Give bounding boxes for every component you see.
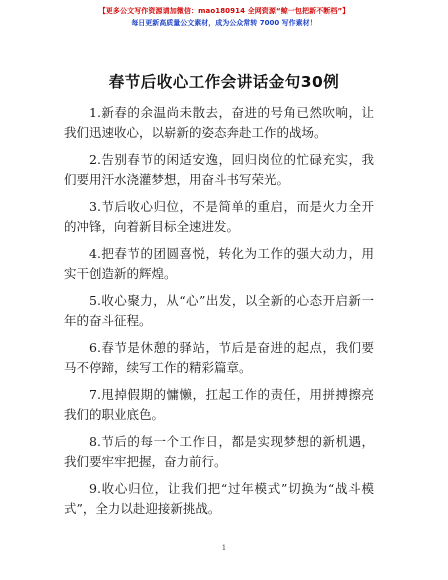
paragraph-8: 8.节后的每一个工作日，都是实现梦想的新机遇，我们要牢牢把握，奋力前行。 — [64, 434, 374, 469]
paragraph-4: 4.把春节的团圆喜悦，转化为工作的强大动力，用实干创造新的辉煌。 — [64, 246, 374, 281]
paragraph-3: 3.节后收心归位，不是简单的重启，而是火力全开的冲锋，向着新目标全速进发。 — [64, 199, 374, 234]
document-title: 春节后收心工作会讲话金句30例 — [108, 73, 340, 91]
paragraph-6: 6.春节是休憩的驿站，节后是奋进的起点，我们要马不停蹄，续写工作的精彩篇章。 — [64, 340, 374, 375]
paragraph-1: 1.新春的余温尚未散去，奋进的号角已然吹响，让我们迅速收心，以崭新的姿态奔赴工作的战场。 — [64, 105, 374, 140]
promo-banner — [0, 6, 448, 28]
paragraph-9: 9.收心归位，让我们把“过年模式”切换为“战斗模式”，全力以赴迎接新挑战。 — [64, 481, 374, 516]
document-body — [64, 103, 374, 526]
promo-line-red: 【更多公文写作资源请加微信：mao180914 全网资源“鲸一包把新不断档”】 — [98, 7, 350, 15]
paragraph-5: 5.收心聚力，从“心”出发，以全新的心态开启新一年的奋斗征程。 — [64, 293, 374, 328]
paragraph-2: 2.告别春节的闲适安逸，回归岗位的忙碌充实，我们要用汗水浇灌梦想，用奋斗书写荣光。 — [64, 152, 374, 187]
page-number: 1 — [221, 544, 227, 552]
paragraph-7: 7.甩掉假期的慵懒，扛起工作的责任，用拼搏擦亮我们的职业底色。 — [64, 387, 374, 422]
promo-line-blue: 每日更新高质量公文素材，成为公众常转 7000 写作素材！ — [131, 19, 317, 27]
